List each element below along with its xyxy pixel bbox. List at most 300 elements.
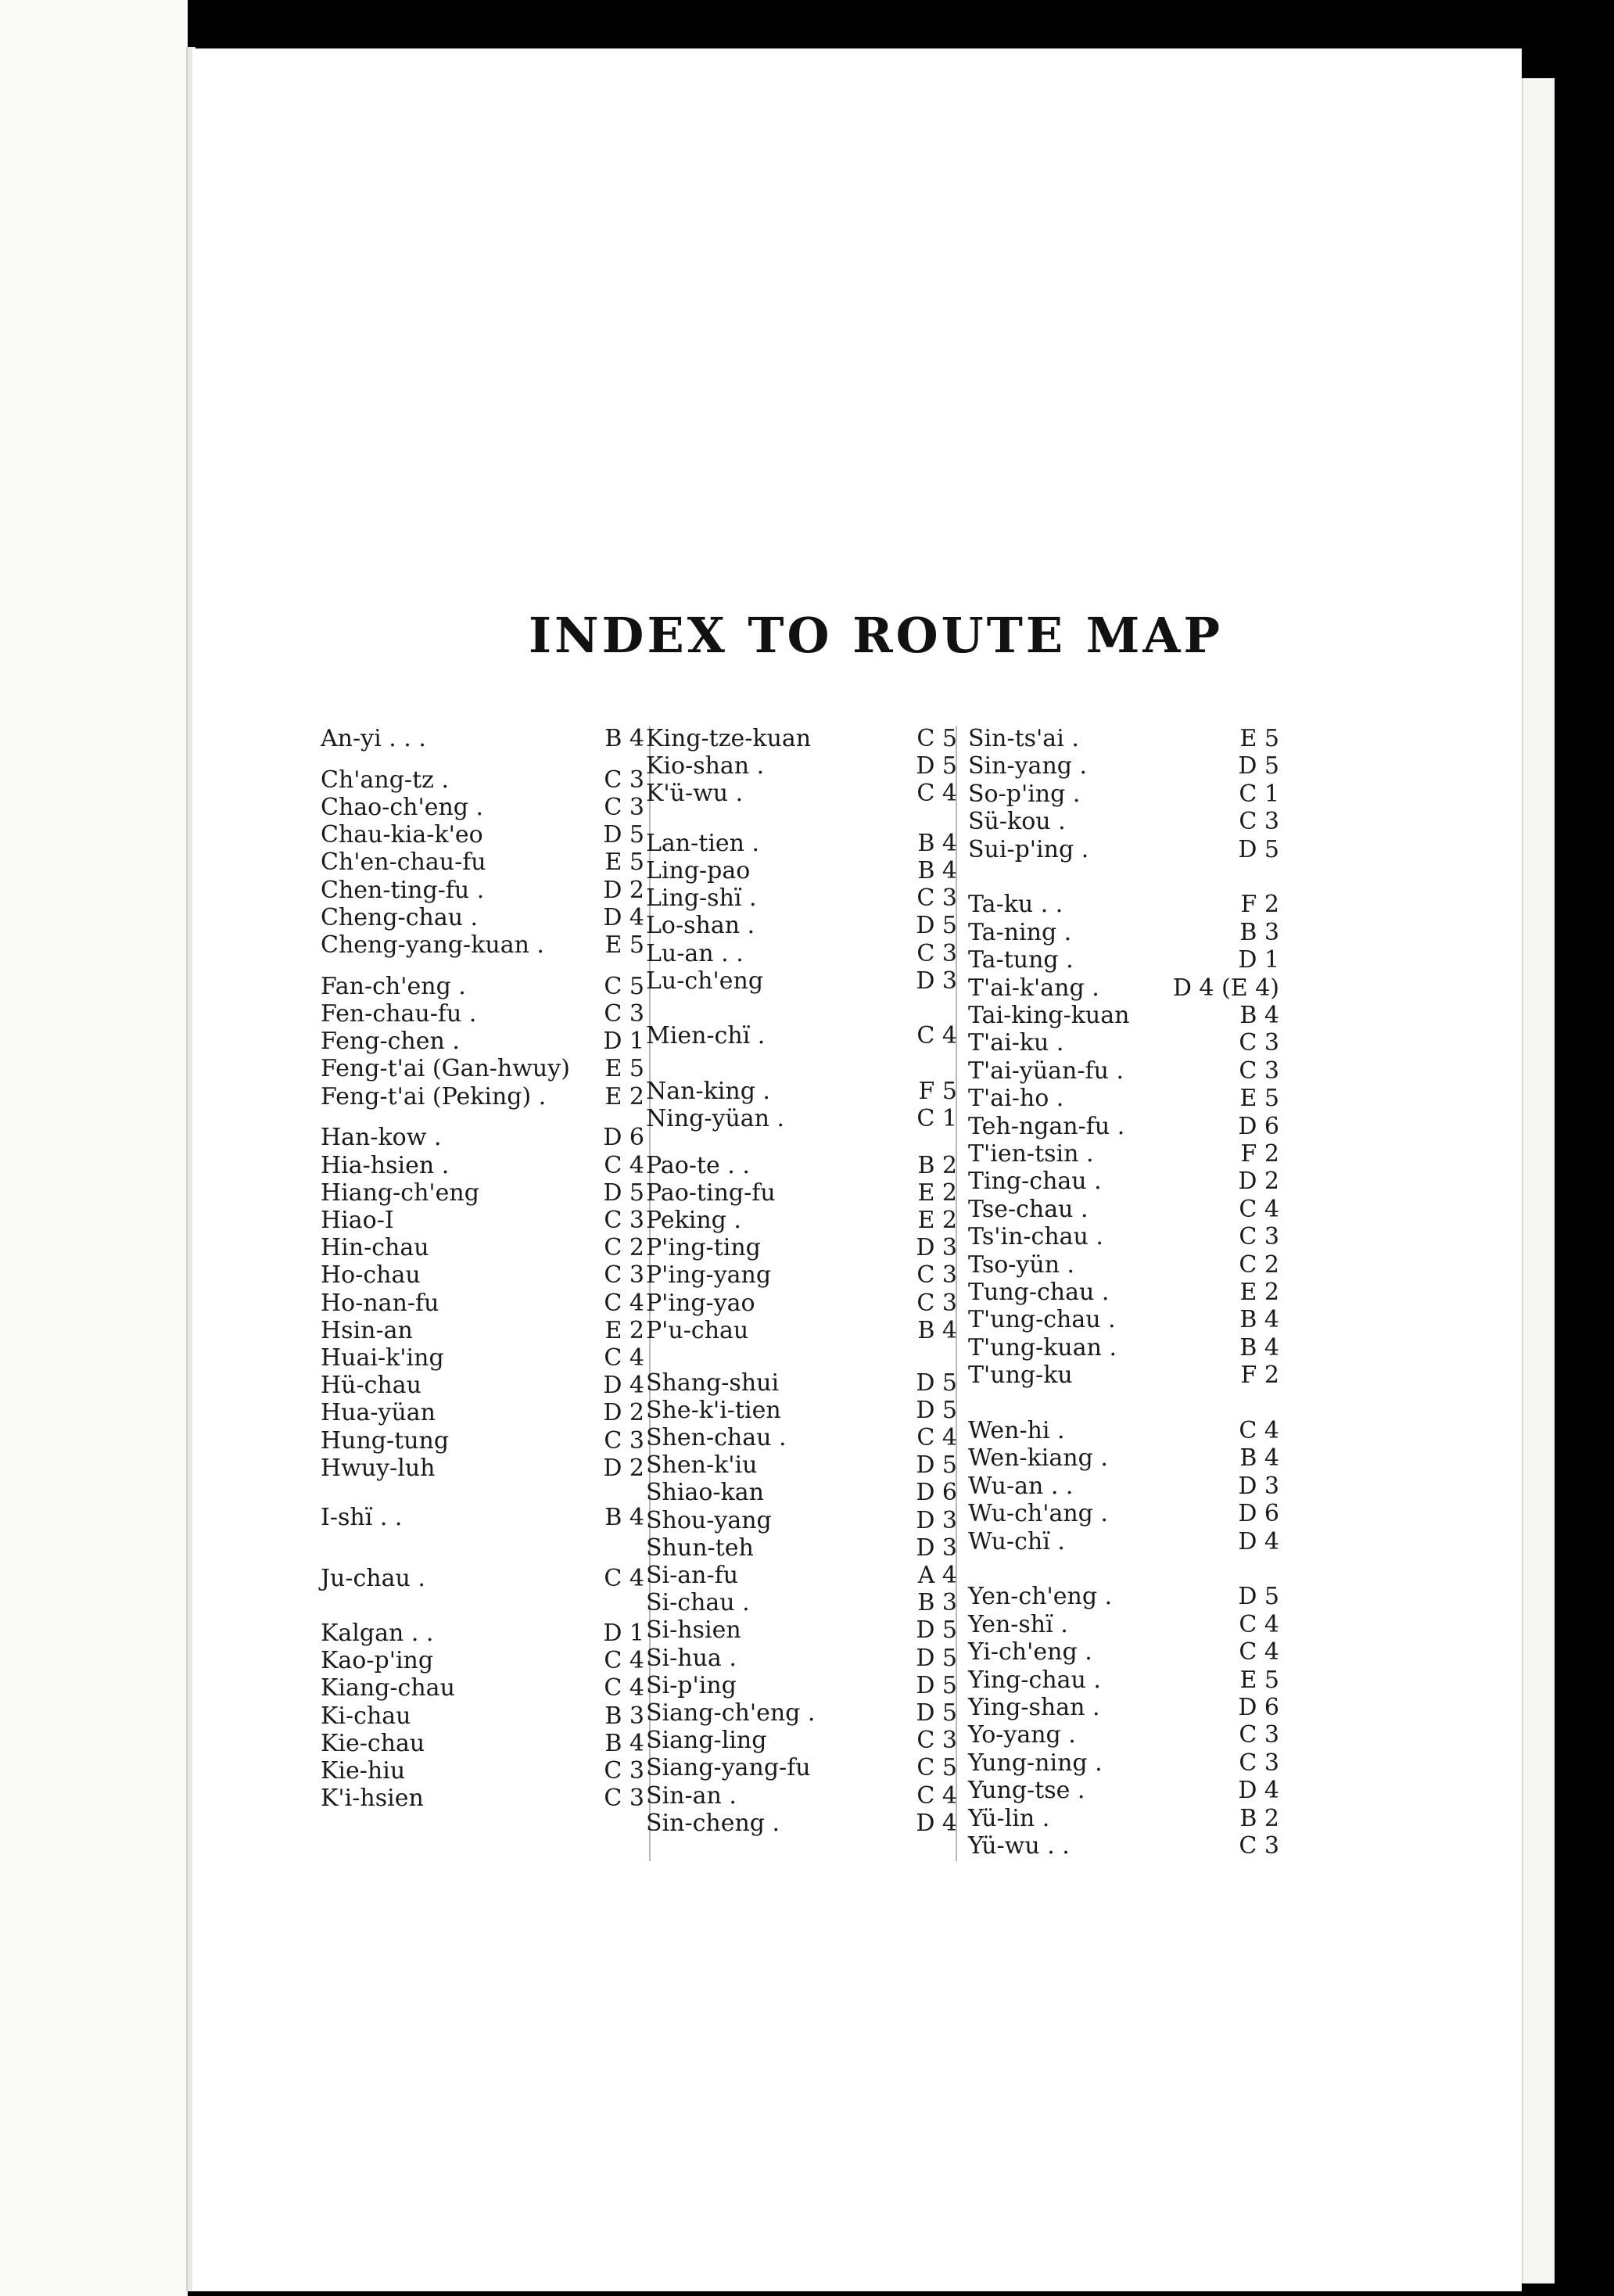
place-name: She-k'i-tien bbox=[646, 1396, 781, 1424]
place-name: Tso-yün . bbox=[968, 1250, 1075, 1279]
grid-reference: C 3 bbox=[916, 939, 957, 967]
place-name: Sin-an . bbox=[646, 1781, 737, 1810]
index-entry bbox=[321, 1262, 644, 1289]
index-entry bbox=[321, 1153, 644, 1179]
place-name: Fen-chau-fu . bbox=[321, 1000, 477, 1028]
grid-reference: D 5 bbox=[1238, 835, 1279, 863]
grid-reference: D 2 bbox=[1238, 1168, 1279, 1196]
place-name: Ch'en-chau-fu bbox=[321, 848, 486, 877]
index-entry bbox=[321, 1180, 644, 1207]
place-name: Hiang-ch'eng bbox=[321, 1178, 479, 1207]
place-name: Yü-wu . . bbox=[968, 1832, 1070, 1860]
index-entry bbox=[968, 726, 1279, 752]
grid-reference: C 3 bbox=[1239, 1749, 1279, 1777]
place-name: K'ü-wu . bbox=[646, 780, 744, 808]
place-name: Ho-nan-fu bbox=[321, 1289, 439, 1317]
grid-reference: B 2 bbox=[1239, 1804, 1279, 1832]
place-name: P'ing-ting bbox=[646, 1234, 761, 1262]
place-name: So-p'ing . bbox=[968, 780, 1081, 808]
place-name: Ta-tung . bbox=[968, 946, 1074, 974]
grid-reference: E 2 bbox=[917, 1178, 957, 1207]
place-name: Lo-shan . bbox=[646, 912, 755, 940]
index-entry bbox=[321, 1566, 644, 1592]
place-name: Si-p'ing bbox=[646, 1671, 737, 1699]
index-entry bbox=[646, 913, 957, 939]
place-name: Ting-chau . bbox=[968, 1168, 1102, 1196]
grid-reference: C 3 bbox=[604, 1207, 644, 1234]
place-name: T'ai-ho . bbox=[968, 1085, 1064, 1113]
index-entry bbox=[646, 1425, 957, 1451]
place-name: Wu-chï . bbox=[968, 1527, 1065, 1555]
grid-reference: D 5 bbox=[1238, 752, 1279, 780]
index-entry bbox=[646, 1180, 957, 1207]
index-entry bbox=[646, 1645, 957, 1672]
place-name: Cheng-yang-kuan . bbox=[321, 931, 544, 959]
index-entry bbox=[968, 781, 1279, 808]
index-entry bbox=[968, 1612, 1279, 1638]
place-name: Ts'in-chau . bbox=[968, 1223, 1103, 1251]
index-entry bbox=[968, 1445, 1279, 1472]
place-name: Teh-ngan-fu . bbox=[968, 1112, 1125, 1140]
index-entry bbox=[646, 1535, 957, 1562]
grid-reference: E 5 bbox=[604, 848, 644, 877]
place-name: P'ing-yao bbox=[646, 1289, 755, 1317]
place-name: Yung-tse . bbox=[968, 1777, 1085, 1805]
index-entry bbox=[646, 1078, 957, 1105]
grid-reference: B 4 bbox=[604, 1729, 644, 1757]
place-name: Feng-t'ai (Peking) . bbox=[321, 1082, 547, 1110]
index-entry bbox=[646, 1023, 957, 1049]
index-entry bbox=[646, 1480, 957, 1506]
index-entry bbox=[968, 1335, 1279, 1361]
place-name: Sü-kou . bbox=[968, 808, 1066, 836]
grid-reference: D 5 bbox=[916, 1644, 957, 1672]
place-name: T'ai-yüan-fu . bbox=[968, 1057, 1124, 1085]
index-entry bbox=[321, 1703, 644, 1730]
index-entry bbox=[968, 1750, 1279, 1777]
index-entry bbox=[646, 1617, 957, 1644]
grid-reference: D 2 bbox=[603, 1454, 644, 1482]
grid-reference: E 5 bbox=[1239, 1085, 1279, 1113]
grid-reference: C 1 bbox=[916, 1104, 957, 1132]
index-entry bbox=[646, 1810, 957, 1837]
index-entry bbox=[968, 920, 1279, 946]
index-entry bbox=[646, 1207, 957, 1234]
grid-reference: E 2 bbox=[604, 1316, 644, 1344]
grid-reference: C 4 bbox=[916, 1781, 957, 1810]
index-entry bbox=[968, 1224, 1279, 1250]
place-name: Shiao-kan bbox=[646, 1479, 764, 1507]
grid-reference: B 4 bbox=[604, 1504, 644, 1532]
index-entry bbox=[321, 974, 644, 1000]
place-name: Si-hua . bbox=[646, 1644, 737, 1672]
index-entry bbox=[646, 831, 957, 857]
grid-reference: C 3 bbox=[1239, 1721, 1279, 1749]
index-entry bbox=[646, 1452, 957, 1479]
grid-reference: C 3 bbox=[916, 884, 957, 913]
grid-reference: D 4 bbox=[916, 1809, 957, 1837]
grid-reference: D 1 bbox=[603, 1620, 644, 1647]
index-entry bbox=[321, 877, 644, 904]
place-name: King-tze-kuan bbox=[646, 725, 812, 752]
index-entry bbox=[646, 1508, 957, 1534]
place-name: Shang-shui bbox=[646, 1369, 780, 1397]
grid-reference: C 3 bbox=[916, 1727, 957, 1755]
place-name: Kiang-chau bbox=[321, 1674, 455, 1702]
index-entry bbox=[968, 1833, 1279, 1860]
grid-reference: C 4 bbox=[604, 1151, 644, 1179]
index-entry bbox=[646, 753, 957, 780]
place-name: Yü-lin . bbox=[968, 1804, 1050, 1832]
place-name: Siang-ling bbox=[646, 1727, 767, 1755]
index-entry bbox=[321, 1345, 644, 1372]
grid-reference: C 3 bbox=[604, 1785, 644, 1813]
place-name: Hung-tung bbox=[321, 1426, 450, 1455]
index-entry bbox=[646, 968, 957, 995]
index-entry bbox=[321, 822, 644, 848]
grid-reference: C 3 bbox=[1239, 1832, 1279, 1860]
index-entry bbox=[321, 767, 644, 794]
grid-reference: C 4 bbox=[604, 1289, 644, 1317]
grid-reference: D 5 bbox=[916, 1451, 957, 1480]
place-name: Wu-an . . bbox=[968, 1472, 1074, 1500]
place-name: Sin-ts'ai . bbox=[968, 725, 1079, 752]
index-entry bbox=[968, 1473, 1279, 1500]
index-entry bbox=[646, 1783, 957, 1810]
grid-reference: D 6 bbox=[1238, 1500, 1279, 1528]
index-entry bbox=[646, 1318, 957, 1344]
index-entry bbox=[646, 858, 957, 884]
place-name: Chau-kia-k'eo bbox=[321, 821, 483, 849]
grid-reference: D 5 bbox=[916, 752, 957, 780]
grid-reference: D 1 bbox=[603, 1028, 644, 1056]
index-entry bbox=[646, 1290, 957, 1317]
index-entry bbox=[646, 780, 957, 807]
place-name: Peking . bbox=[646, 1207, 741, 1234]
grid-reference: D 6 bbox=[1238, 1694, 1279, 1721]
index-entry bbox=[968, 1307, 1279, 1333]
grid-reference: B 3 bbox=[917, 1589, 957, 1617]
place-name: Ying-chau . bbox=[968, 1666, 1101, 1694]
place-name: T'ung-kuan . bbox=[968, 1333, 1117, 1361]
place-name: Chen-ting-fu . bbox=[321, 876, 485, 904]
index-entry bbox=[968, 1114, 1279, 1140]
index-entry bbox=[321, 1001, 644, 1028]
place-name: Lu-an . . bbox=[646, 939, 744, 967]
place-name: Hwuy-luh bbox=[321, 1454, 436, 1482]
grid-reference: B 4 bbox=[917, 1316, 957, 1344]
place-name: Huai-k'ing bbox=[321, 1344, 444, 1372]
index-entry bbox=[646, 1727, 957, 1754]
grid-reference: B 4 bbox=[1239, 1002, 1279, 1029]
index-entry bbox=[646, 726, 957, 752]
index-entry bbox=[646, 1673, 957, 1699]
place-name: Kalgan . . bbox=[321, 1620, 434, 1647]
grid-reference: F 2 bbox=[1240, 891, 1279, 919]
place-name: T'ung-chau . bbox=[968, 1306, 1116, 1334]
grid-reference: C 2 bbox=[604, 1234, 644, 1262]
grid-reference: D 5 bbox=[916, 1369, 957, 1397]
grid-reference: C 3 bbox=[1239, 1029, 1279, 1057]
grid-reference: D 5 bbox=[916, 1616, 957, 1645]
grid-reference: D 4 bbox=[1238, 1777, 1279, 1805]
place-name: Kio-shan . bbox=[646, 752, 765, 780]
place-name: Shen-k'iu bbox=[646, 1451, 758, 1480]
grid-reference: C 4 bbox=[604, 1564, 644, 1592]
grid-reference: F 2 bbox=[1240, 1361, 1279, 1390]
place-name: Ta-ku . . bbox=[968, 891, 1063, 919]
place-name: T'ai-k'ang . bbox=[968, 974, 1099, 1002]
place-name: I-shï . . bbox=[321, 1504, 403, 1532]
grid-reference: C 3 bbox=[1239, 1223, 1279, 1251]
place-name: Wen-kiang . bbox=[968, 1444, 1108, 1473]
place-name: Shou-yang bbox=[646, 1506, 772, 1534]
place-name: Tse-chau . bbox=[968, 1195, 1089, 1223]
place-name: Siang-ch'eng . bbox=[646, 1699, 816, 1727]
place-name: Chao-ch'eng . bbox=[321, 794, 484, 821]
grid-reference: D 5 bbox=[916, 1671, 957, 1699]
index-entry bbox=[968, 1778, 1279, 1804]
grid-reference: D 5 bbox=[916, 1396, 957, 1424]
place-name: Feng-chen . bbox=[321, 1028, 460, 1056]
index-entry bbox=[968, 1362, 1279, 1389]
index-entry bbox=[968, 947, 1279, 974]
index-entry bbox=[321, 1207, 644, 1234]
place-name: Hua-yüan bbox=[321, 1399, 436, 1427]
index-entry bbox=[321, 1235, 644, 1261]
place-name: Ki-chau bbox=[321, 1702, 411, 1730]
index-entry bbox=[646, 885, 957, 912]
index-entry bbox=[321, 1318, 644, 1344]
place-name: Siang-yang-fu bbox=[646, 1754, 811, 1782]
index-entry bbox=[321, 1056, 644, 1082]
place-name: P'u-chau bbox=[646, 1316, 749, 1344]
place-name: Wen-hi . bbox=[968, 1417, 1065, 1444]
index-entry bbox=[968, 1667, 1279, 1694]
grid-reference: C 1 bbox=[1239, 780, 1279, 808]
index-entry bbox=[321, 1675, 644, 1702]
index-entry bbox=[968, 1085, 1279, 1112]
place-name: Feng-t'ai (Gan-hwuy) bbox=[321, 1055, 570, 1083]
grid-reference: B 4 bbox=[917, 856, 957, 884]
place-name: Hia-hsien . bbox=[321, 1151, 450, 1179]
grid-reference: C 3 bbox=[604, 1261, 644, 1290]
place-name: Ling-shï . bbox=[646, 884, 757, 913]
place-name: P'ing-yang bbox=[646, 1261, 772, 1290]
index-entry bbox=[321, 1372, 644, 1399]
place-name: Ju-chau . bbox=[321, 1564, 425, 1592]
grid-reference: F 5 bbox=[918, 1077, 957, 1105]
place-name: Ch'ang-tz . bbox=[321, 766, 450, 794]
index-entry bbox=[321, 849, 644, 876]
grid-reference: E 2 bbox=[1239, 1279, 1279, 1306]
grid-reference: D 3 bbox=[916, 1506, 957, 1534]
place-name: Pao-ting-fu bbox=[646, 1178, 776, 1207]
place-name: Wu-ch'ang . bbox=[968, 1500, 1108, 1528]
grid-reference: C 2 bbox=[1239, 1250, 1279, 1279]
grid-reference: C 3 bbox=[916, 1261, 957, 1290]
grid-reference: D 4 bbox=[603, 903, 644, 931]
place-name: Kie-hiu bbox=[321, 1757, 406, 1785]
place-name: Hsin-an bbox=[321, 1316, 413, 1344]
index-entry bbox=[968, 1196, 1279, 1223]
grid-reference: C 4 bbox=[916, 780, 957, 808]
grid-reference: D 3 bbox=[916, 1234, 957, 1262]
index-entry bbox=[321, 1648, 644, 1674]
grid-reference: E 5 bbox=[604, 931, 644, 959]
index-entry bbox=[646, 1235, 957, 1261]
page-title: INDEX TO ROUTE MAP bbox=[529, 607, 1224, 664]
grid-reference: D 6 bbox=[916, 1479, 957, 1507]
place-name: Yen-shï . bbox=[968, 1610, 1068, 1638]
place-name: Shen-chau . bbox=[646, 1424, 787, 1452]
index-entry bbox=[968, 1003, 1279, 1029]
grid-reference: C 3 bbox=[604, 1000, 644, 1028]
index-entry bbox=[321, 1785, 644, 1812]
place-name: T'ien-tsin . bbox=[968, 1140, 1094, 1168]
grid-reference: C 3 bbox=[604, 1757, 644, 1785]
index-entry bbox=[646, 1755, 957, 1781]
grid-reference: B 4 bbox=[1239, 1306, 1279, 1334]
place-name: Hin-chau bbox=[321, 1234, 429, 1262]
index-entry bbox=[321, 1758, 644, 1785]
place-name: Mien-chï . bbox=[646, 1022, 766, 1050]
grid-reference: C 4 bbox=[1239, 1610, 1279, 1638]
grid-reference: D 4 bbox=[603, 1372, 644, 1400]
grid-reference: C 3 bbox=[604, 766, 644, 794]
grid-reference: C 3 bbox=[1239, 808, 1279, 836]
index-entry bbox=[968, 1695, 1279, 1721]
grid-reference: C 3 bbox=[604, 794, 644, 821]
grid-reference: D 4 (E 4) bbox=[1172, 974, 1279, 1002]
index-entry bbox=[646, 941, 957, 967]
index-entry bbox=[646, 1562, 957, 1589]
index-entry bbox=[321, 1505, 644, 1531]
grid-reference: C 4 bbox=[1239, 1417, 1279, 1444]
index-entry bbox=[321, 1428, 644, 1455]
index-entry bbox=[968, 809, 1279, 835]
grid-reference: B 4 bbox=[1239, 1444, 1279, 1473]
place-name: Lu-ch'eng bbox=[646, 967, 764, 995]
index-entry bbox=[646, 1590, 957, 1616]
index-entry bbox=[321, 1084, 644, 1110]
place-name: Pao-te . . bbox=[646, 1151, 750, 1179]
place-name: K'i-hsien bbox=[321, 1785, 424, 1813]
place-name: Cheng-chau . bbox=[321, 903, 479, 931]
grid-reference: C 3 bbox=[604, 1426, 644, 1455]
index-entry bbox=[968, 1141, 1279, 1168]
index-entry bbox=[321, 1290, 644, 1317]
grid-reference: B 2 bbox=[917, 1151, 957, 1179]
grid-reference: D 3 bbox=[916, 1534, 957, 1562]
index-entry bbox=[321, 1125, 644, 1151]
grid-reference: C 4 bbox=[1239, 1195, 1279, 1223]
index-entry bbox=[968, 1252, 1279, 1279]
place-name: Han-kow . bbox=[321, 1124, 442, 1152]
grid-reference: D 2 bbox=[603, 876, 644, 904]
index-entry bbox=[968, 1501, 1279, 1527]
index-entry bbox=[321, 795, 644, 821]
grid-reference: E 5 bbox=[1239, 725, 1279, 752]
index-entry bbox=[321, 1731, 644, 1757]
place-name: Lan-tien . bbox=[646, 829, 760, 857]
index-entry bbox=[968, 891, 1279, 918]
index-entry bbox=[968, 837, 1279, 863]
grid-reference: C 5 bbox=[916, 725, 957, 752]
grid-reference: D 5 bbox=[603, 1178, 644, 1207]
place-name: Shun-teh bbox=[646, 1534, 754, 1562]
index-entry bbox=[968, 1418, 1279, 1444]
grid-reference: C 5 bbox=[604, 972, 644, 1000]
index-entry bbox=[646, 1700, 957, 1727]
place-name: An-yi . . . bbox=[321, 725, 426, 752]
index-entry bbox=[968, 1639, 1279, 1666]
page-right-edge bbox=[1522, 78, 1555, 2283]
index-entry bbox=[968, 753, 1279, 780]
index-entry bbox=[646, 1106, 957, 1132]
place-name: Sin-yang . bbox=[968, 752, 1088, 780]
grid-reference: D 2 bbox=[603, 1399, 644, 1427]
index-entry bbox=[968, 1529, 1279, 1555]
place-name: Ying-shan . bbox=[968, 1694, 1100, 1721]
grid-reference: D 3 bbox=[916, 967, 957, 995]
grid-reference: D 1 bbox=[1238, 946, 1279, 974]
grid-reference: B 4 bbox=[917, 829, 957, 857]
grid-reference: E 5 bbox=[1239, 1666, 1279, 1694]
grid-reference: D 5 bbox=[916, 912, 957, 940]
index-entry bbox=[968, 1058, 1279, 1085]
grid-reference: D 6 bbox=[603, 1124, 644, 1152]
index-entry bbox=[321, 1455, 644, 1482]
index-entry bbox=[321, 1400, 644, 1426]
grid-reference: C 4 bbox=[916, 1424, 957, 1452]
grid-reference: B 4 bbox=[1239, 1333, 1279, 1361]
place-name: Yi-ch'eng . bbox=[968, 1638, 1092, 1666]
place-name: Tung-chau . bbox=[968, 1279, 1110, 1306]
grid-reference: B 3 bbox=[1239, 918, 1279, 946]
place-name: Si-hsien bbox=[646, 1616, 741, 1645]
index-entry bbox=[968, 1722, 1279, 1749]
place-name: Hü-chau bbox=[321, 1372, 421, 1400]
grid-reference: A 4 bbox=[917, 1562, 957, 1590]
index-entry bbox=[968, 1168, 1279, 1195]
index-entry bbox=[968, 1030, 1279, 1057]
grid-reference: C 3 bbox=[1239, 1057, 1279, 1085]
grid-reference: F 2 bbox=[1240, 1140, 1279, 1168]
grid-reference: D 5 bbox=[1238, 1583, 1279, 1611]
index-entry bbox=[646, 1153, 957, 1179]
grid-reference: C 4 bbox=[916, 1022, 957, 1050]
grid-reference: C 5 bbox=[916, 1754, 957, 1782]
grid-reference: C 4 bbox=[604, 1647, 644, 1675]
index-entry bbox=[646, 1370, 957, 1397]
index-entry bbox=[968, 1584, 1279, 1610]
grid-reference: C 3 bbox=[916, 1289, 957, 1317]
grid-reference: C 4 bbox=[604, 1674, 644, 1702]
grid-reference: E 5 bbox=[604, 1055, 644, 1083]
place-name: Tai-king-kuan bbox=[968, 1002, 1130, 1029]
place-name: Yung-ning . bbox=[968, 1749, 1103, 1777]
place-name: Sin-cheng . bbox=[646, 1809, 780, 1837]
index-entry bbox=[646, 1397, 957, 1424]
place-name: T'ai-ku . bbox=[968, 1029, 1064, 1057]
place-name: Ling-pao bbox=[646, 856, 751, 884]
place-name: Yen-ch'eng . bbox=[968, 1583, 1113, 1611]
place-name: Hiao-I bbox=[321, 1207, 394, 1234]
grid-reference: D 3 bbox=[1238, 1472, 1279, 1500]
place-name: Si-an-fu bbox=[646, 1562, 739, 1590]
grid-reference: D 6 bbox=[1238, 1112, 1279, 1140]
